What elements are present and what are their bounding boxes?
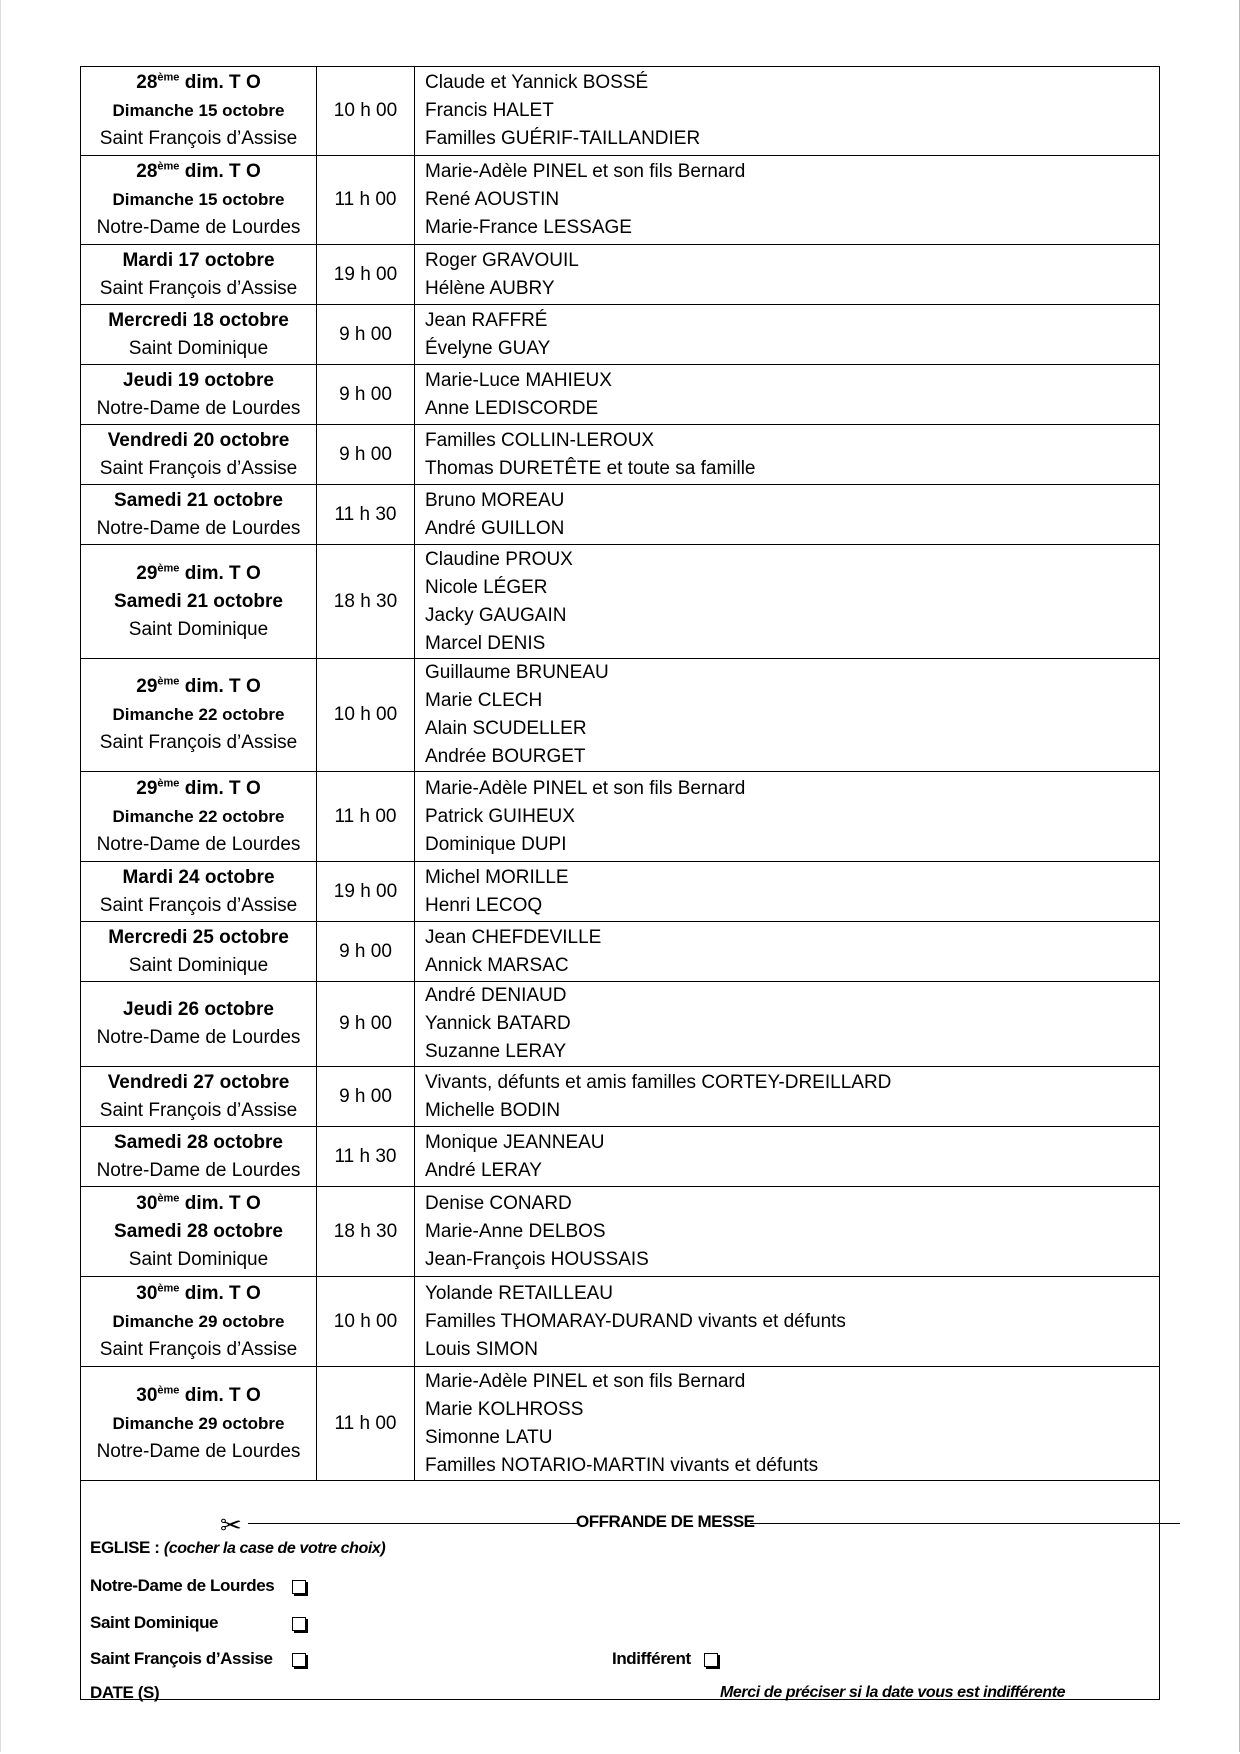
mass-time: 9 h 00	[317, 982, 415, 1067]
mass-day: Dimanche 15 octobre	[112, 101, 285, 120]
sunday-label: dim. T O	[179, 161, 261, 182]
mass-day: Dimanche 22 octobre	[112, 806, 285, 826]
intention-name: Vivants, défunts et amis familles CORTEY-DREILLARD	[425, 1071, 892, 1093]
sunday-suffix: ème	[157, 160, 180, 173]
mass-church: Saint François d’Assise	[99, 457, 298, 479]
mass-day: Dimanche 29 octobre	[112, 1413, 285, 1433]
intention-name: Claude et Yannick BOSSÉ	[425, 72, 649, 93]
intention-name: Nicole LÉGER	[425, 576, 548, 598]
intention-name: Évelyne GUAY	[425, 337, 551, 359]
intention-name: Marie-Adèle PINEL et son fils Bernard	[425, 161, 746, 182]
intention-name: Andrée BOURGET	[425, 746, 586, 767]
intention-name: Hélène AUBRY	[425, 277, 555, 299]
mass-time: 10 h 00	[317, 659, 415, 772]
sunday-number: 28	[136, 161, 158, 182]
intention-name: René AOUSTIN	[425, 189, 560, 210]
cut-line	[138, 1502, 1178, 1540]
mass-day: Jeudi 26 octobre	[123, 999, 274, 1020]
intention-name: Alain SCUDELLER	[425, 718, 587, 739]
sunday-label: dim. T O	[179, 1384, 261, 1406]
intention-name: Marie-Anne DELBOS	[425, 1220, 606, 1242]
mass-church: Saint Dominique	[128, 337, 269, 359]
mass-church: Saint Dominique	[128, 618, 269, 640]
mass-day: Samedi 28 octobre	[114, 1220, 283, 1242]
intention-name: Roger GRAVOUIL	[425, 249, 579, 271]
intention-name: Jacky GAUGAIN	[425, 604, 567, 626]
mass-time: 10 h 00	[317, 67, 415, 156]
intention-name: Guillaume BRUNEAU	[425, 662, 609, 683]
mass-day: Samedi 21 octobre	[114, 489, 283, 511]
intention-name: Henri LECOQ	[425, 894, 543, 916]
mass-time: 9 h 00	[317, 425, 415, 485]
sunday-number: 30	[136, 1192, 158, 1214]
mass-day: Mardi 17 octobre	[122, 249, 275, 271]
mass-time: 9 h 00	[317, 922, 415, 982]
mass-church: Notre-Dame de Lourdes	[96, 1159, 301, 1181]
mass-time: 11 h 00	[317, 156, 415, 245]
cut-dash-right	[750, 1523, 1180, 1524]
mass-church: Saint Dominique	[128, 1248, 269, 1270]
mass-day: Dimanche 29 octobre	[112, 1311, 285, 1331]
intention-name: Anne LEDISCORDE	[425, 397, 599, 419]
mass-church: Saint François d’Assise	[99, 277, 298, 299]
intention-name: André GUILLON	[425, 517, 565, 539]
sunday-suffix: ème	[157, 1282, 180, 1295]
mass-church: Notre-Dame de Lourdes	[96, 517, 301, 539]
mass-church: Notre-Dame de Lourdes	[96, 833, 301, 855]
option-saint-francois-label: Saint François d’Assise	[90, 1649, 273, 1668]
mass-day: Jeudi 19 octobre	[123, 369, 274, 391]
mass-time: 11 h 00	[317, 772, 415, 862]
sunday-label: dim. T O	[179, 777, 261, 799]
mass-day: Vendredi 27 octobre	[107, 1071, 290, 1093]
mass-day: Mercredi 18 octobre	[108, 309, 289, 331]
intention-name: Marie-Adèle PINEL et son fils Bernard	[425, 777, 746, 799]
checkbox-notre-dame[interactable]	[292, 1580, 306, 1594]
mass-time: 11 h 30	[317, 485, 415, 545]
mass-time: 11 h 30	[317, 1127, 415, 1187]
mass-time: 9 h 00	[317, 305, 415, 365]
mass-church: Notre-Dame de Lourdes	[96, 217, 301, 238]
option-indifferent-label: Indifférent	[612, 1649, 691, 1668]
mass-day: Dimanche 22 octobre	[112, 705, 285, 724]
intention-name: Patrick GUIHEUX	[425, 805, 575, 827]
intention-name: Michel MORILLE	[425, 866, 569, 888]
intention-name: Dominique DUPI	[425, 833, 567, 855]
sunday-suffix: ème	[157, 71, 180, 84]
mass-church: Saint François d’Assise	[99, 128, 298, 149]
date-hint: Merci de préciser si la date vous est indifférente	[720, 1684, 1066, 1701]
intention-name: Monique JEANNEAU	[425, 1131, 605, 1153]
intention-name: Marie-Luce MAHIEUX	[425, 369, 612, 391]
mass-day: Mardi 24 octobre	[122, 866, 275, 888]
mass-time: 9 h 00	[317, 1067, 415, 1127]
intention-name: Jean RAFFRÉ	[425, 309, 548, 331]
checkbox-indifferent[interactable]	[704, 1653, 718, 1667]
sunday-suffix: ème	[157, 675, 180, 688]
eglise-label: EGLISE : (cocher la case de votre choix)	[90, 1538, 386, 1557]
intention-name: Michelle BODIN	[425, 1099, 561, 1121]
sunday-number: 28	[136, 72, 158, 93]
intention-name: Yannick BATARD	[425, 1013, 571, 1034]
mass-day: Samedi 21 octobre	[114, 590, 283, 612]
mass-church: Saint François d’Assise	[99, 894, 298, 916]
mass-day: Vendredi 20 octobre	[107, 429, 290, 451]
scissors-icon: ✂	[220, 1510, 242, 1540]
intention-name: Marcel DENIS	[425, 632, 546, 654]
mass-day: Mercredi 25 octobre	[108, 926, 289, 948]
intention-name: Familles THOMARAY-DURAND vivants et défunts	[425, 1310, 846, 1332]
intention-name: Familles NOTARIO-MARTIN vivants et défunts	[425, 1454, 819, 1476]
intention-name: Marie-Adèle PINEL et son fils Bernard	[425, 1370, 746, 1392]
mass-church: Saint François d’Assise	[99, 732, 298, 753]
sunday-number: 29	[136, 777, 158, 799]
sunday-label: dim. T O	[179, 562, 261, 584]
mass-time: 19 h 00	[317, 862, 415, 922]
mass-church: Saint François d’Assise	[99, 1338, 298, 1360]
mass-time: 11 h 00	[317, 1367, 415, 1481]
intention-name: André LERAY	[425, 1159, 542, 1181]
intention-name: Claudine PROUX	[425, 548, 573, 570]
intention-name: Thomas DURETÊTE et toute sa famille	[425, 457, 756, 479]
mass-time: 18 h 30	[317, 545, 415, 659]
mass-time: 10 h 00	[317, 1277, 415, 1367]
intention-name: Denise CONARD	[425, 1192, 572, 1214]
intention-name: Marie-France LESSAGE	[425, 217, 632, 238]
date-label: DATE (S)	[90, 1683, 160, 1702]
intention-name: André DENIAUD	[425, 985, 567, 1006]
intention-name: Bruno MOREAU	[425, 489, 565, 511]
intention-name: Familles COLLIN-LEROUX	[425, 429, 655, 451]
sunday-suffix: ème	[157, 1384, 180, 1397]
document-frame	[80, 66, 1160, 1700]
intention-name: Marie KOLHROSS	[425, 1398, 584, 1420]
cut-dash-left	[248, 1523, 578, 1524]
intention-name: Annick MARSAC	[425, 954, 569, 976]
sunday-number: 29	[136, 676, 158, 697]
mass-church: Saint Dominique	[128, 954, 269, 976]
sunday-label: dim. T O	[179, 676, 261, 697]
mass-church: Notre-Dame de Lourdes	[96, 397, 301, 419]
mass-time: 9 h 00	[317, 365, 415, 425]
mass-day: Dimanche 15 octobre	[112, 190, 285, 209]
mass-time: 19 h 00	[317, 245, 415, 305]
intention-name: Louis SIMON	[425, 1338, 538, 1360]
intention-name: Yolande RETAILLEAU	[425, 1282, 614, 1304]
sunday-suffix: ème	[157, 562, 180, 575]
intention-name: Marie CLECH	[425, 690, 543, 711]
eglise-hint: (cocher la case de votre choix)	[163, 1540, 386, 1557]
sunday-suffix: ème	[157, 1192, 180, 1205]
intention-name: Jean-François HOUSSAIS	[425, 1248, 649, 1270]
intention-name: Jean CHEFDEVILLE	[425, 926, 602, 948]
mass-church: Notre-Dame de Lourdes	[96, 1440, 301, 1462]
sunday-number: 29	[136, 562, 158, 584]
checkbox-saint-dominique[interactable]	[292, 1617, 306, 1631]
sunday-label: dim. T O	[179, 1282, 261, 1304]
mass-church: Saint François d’Assise	[99, 1099, 298, 1121]
sunday-number: 30	[136, 1282, 158, 1304]
intention-name: Simonne LATU	[425, 1426, 553, 1448]
mass-time: 18 h 30	[317, 1187, 415, 1277]
option-notre-dame-label: Notre-Dame de Lourdes	[90, 1576, 275, 1595]
sunday-number: 30	[136, 1384, 158, 1406]
sunday-suffix: ème	[157, 777, 180, 790]
mass-day: Samedi 28 octobre	[114, 1131, 283, 1153]
mass-offering-form	[80, 1480, 1160, 1700]
mass-church: Notre-Dame de Lourdes	[96, 1027, 301, 1048]
sunday-label: dim. T O	[179, 1192, 261, 1214]
form-title: OFFRANDE DE MESSE	[576, 1512, 755, 1531]
option-saint-dominique-label: Saint Dominique	[90, 1613, 219, 1632]
intention-name: Familles GUÉRIF-TAILLANDIER	[425, 128, 701, 149]
sunday-label: dim. T O	[179, 72, 261, 93]
intention-name: Suzanne LERAY	[425, 1041, 567, 1062]
checkbox-saint-francois[interactable]	[292, 1653, 306, 1667]
intention-name: Francis HALET	[425, 100, 554, 121]
